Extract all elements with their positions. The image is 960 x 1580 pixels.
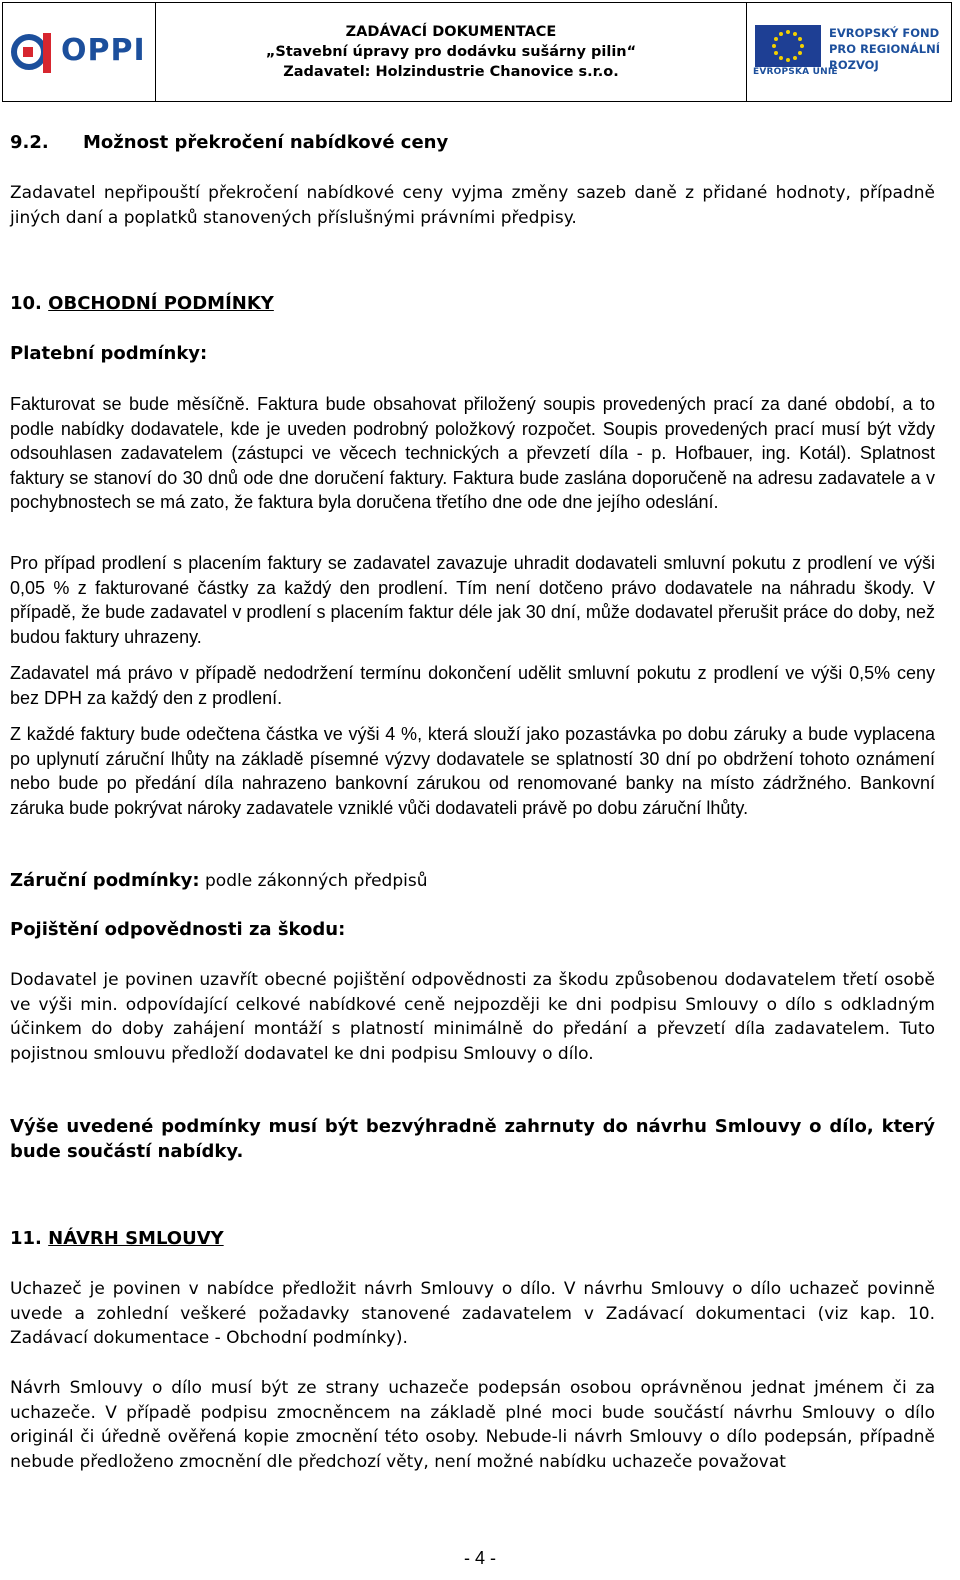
contracting-authority: Zadavatel: Holzindustrie Chanovice s.r.o. — [283, 64, 619, 80]
document-header — [2, 2, 952, 102]
section-11-heading — [10, 1227, 935, 1252]
oppi-logo — [3, 3, 156, 101]
warranty-label: Záruční podmínky: — [10, 870, 200, 891]
payment-paragraph-4: Z každé faktury bude odečtena částka ve výši 4 %, která slouží jako pozastávka po dobu záruky a bude vyplacena po uplynutí záruční lhůty na základě písemné výzvy dodavatele se splatností 30 dní po obdržení tohoto oznámení nebo bude po předání díla nahrazeno bankovní zárukou od renomované banky na místo zádržného. Bankovní záruka bude pokrývat nároky zadavatele vzniklé vůči dodavateli právě po dobu záruční lhůty. — [10, 724, 935, 818]
section-9-2-text: Zadavatel nepřipouští překročení nabídkové ceny vyjma změny sazeb daně z přidané hodnoty, případně jiných daní a poplatků stanovených příslušnými právními předpisy. — [10, 183, 935, 228]
section-title: Možnost překročení nabídkové ceny — [83, 132, 449, 153]
section-number: 11. — [10, 1228, 42, 1249]
contract-paragraph-2: Návrh Smlouvy o dílo musí být ze strany uchazeče podepsán osobou oprávněnou jednat jménem či za uchazeče. V případě podpisu zmocněncem na základě plné moci bude součástí návrhu Smlouvy o dílo originál či úředně ověřená kopie zmocnění této osoby. Nebude-li návrh Smlouvy o dílo podepsán, případně nebude předloženo zmocnění dle předchozí věty, není možné nabídku uchazeče považovat — [10, 1378, 935, 1472]
section-10-heading — [10, 292, 935, 317]
oppi-emblem-icon — [9, 27, 61, 79]
eu-fund-name: EVROPSKÝ FOND PRO REGIONÁLNÍ ROZVOJ — [829, 26, 941, 72]
eu-logo — [747, 3, 951, 101]
page-number: - 4 - — [463, 1548, 496, 1568]
insurance-paragraph: Dodavatel je povinen uzavřít obecné pojištění odpovědnosti za škodu způsobenou dodavatelem třetí osobě ve výši min. odpovídající celkové nabídkové ceně nejpozději ke dni podpisu Smlouvy o dílo s odkladným účinkem do doby zahájení montáží s platností minimálně do předání a převzetí díla zadavatelem. Tuto pojistnou smlouvu předloží dodavatel ke dni podpisu Smlouvy o dílo. — [10, 970, 935, 1064]
eu-caption: EVROPSKÁ UNIE — [753, 67, 838, 77]
insurance-heading: Pojištění odpovědnosti za škodu: — [10, 919, 346, 940]
payment-paragraph-2: Pro případ prodlení s placením faktury se zadavatel zavazuje uhradit dodavateli smluvní pokutu z prodlení ve výši 0,05 % z fakturované částky za každý den prodlení. Tím není dotčeno právo dodavatele na náhradu škody. V případě, že bude zadavatel v prodlení s placením faktur déle jak 30 dní, může dodavatel přerušit práce do doby, než budou faktury uhrazeny. — [10, 553, 935, 647]
section-title: OBCHODNÍ PODMÍNKY — [48, 293, 274, 314]
section-title: NÁVRH SMLOUVY — [48, 1228, 224, 1249]
eu-flag-icon — [755, 25, 821, 67]
warranty-line — [10, 869, 935, 894]
payment-terms-heading: Platební podmínky: — [10, 343, 208, 364]
project-name: „Stavební úpravy pro dodávku sušárny pilin“ — [265, 44, 637, 60]
section-number: 9.2. — [10, 132, 49, 153]
payment-paragraph-3: Zadavatel má právo v případě nedodržení termínu dokončení udělit smluvní pokutu z prodlení ve výši 0,5% ceny bez DPH za každý den z prodlení. — [10, 663, 935, 708]
section-number: 10. — [10, 293, 42, 314]
header-title-block — [156, 3, 747, 101]
contract-paragraph-1: Uchazeč je povinen v nabídce předložit návrh Smlouvy o dílo. V návrhu Smlouvy o dílo uchazeč povinně uvede a zohlední veškeré požadavky stanovené zadavatelem v Zadávací dokumentaci (viz kap. 10. Zadávací dokumentace - Obchodní podmínky). — [10, 1279, 935, 1348]
doc-title: ZADÁVACÍ DOKUMENTACE — [345, 24, 557, 40]
conditions-note: Výše uvedené podmínky musí být bezvýhradně zahrnuty do návrhu Smlouvy o dílo, který bude součástí nabídky. — [10, 1116, 935, 1162]
payment-paragraph-1: Fakturovat se bude měsíčně. Faktura bude obsahovat přiložený soupis provedených prací za dané období, a to podle nabídky dodavatele, kde je uveden podrobný položkový rozpočet. Soupis provedených prací musí být vždy odsouhlasen zadavatelem (zástupci ve věcech technických a převzetí díla - p. Hofbauer, ing. Kotál). Splatnost faktury se stanoví do 30 dnů ode dne doručení faktury. Faktura bude zaslána doporučeně na adresu zadavatele a v pochybnostech se má zato, že faktura byla doručena třetího dne ode dne jejího odeslání. — [10, 394, 935, 512]
oppi-logo-text: OPPI — [61, 33, 146, 68]
section-9-2-heading — [10, 131, 935, 156]
warranty-text: podle zákonných předpisů — [199, 871, 428, 891]
